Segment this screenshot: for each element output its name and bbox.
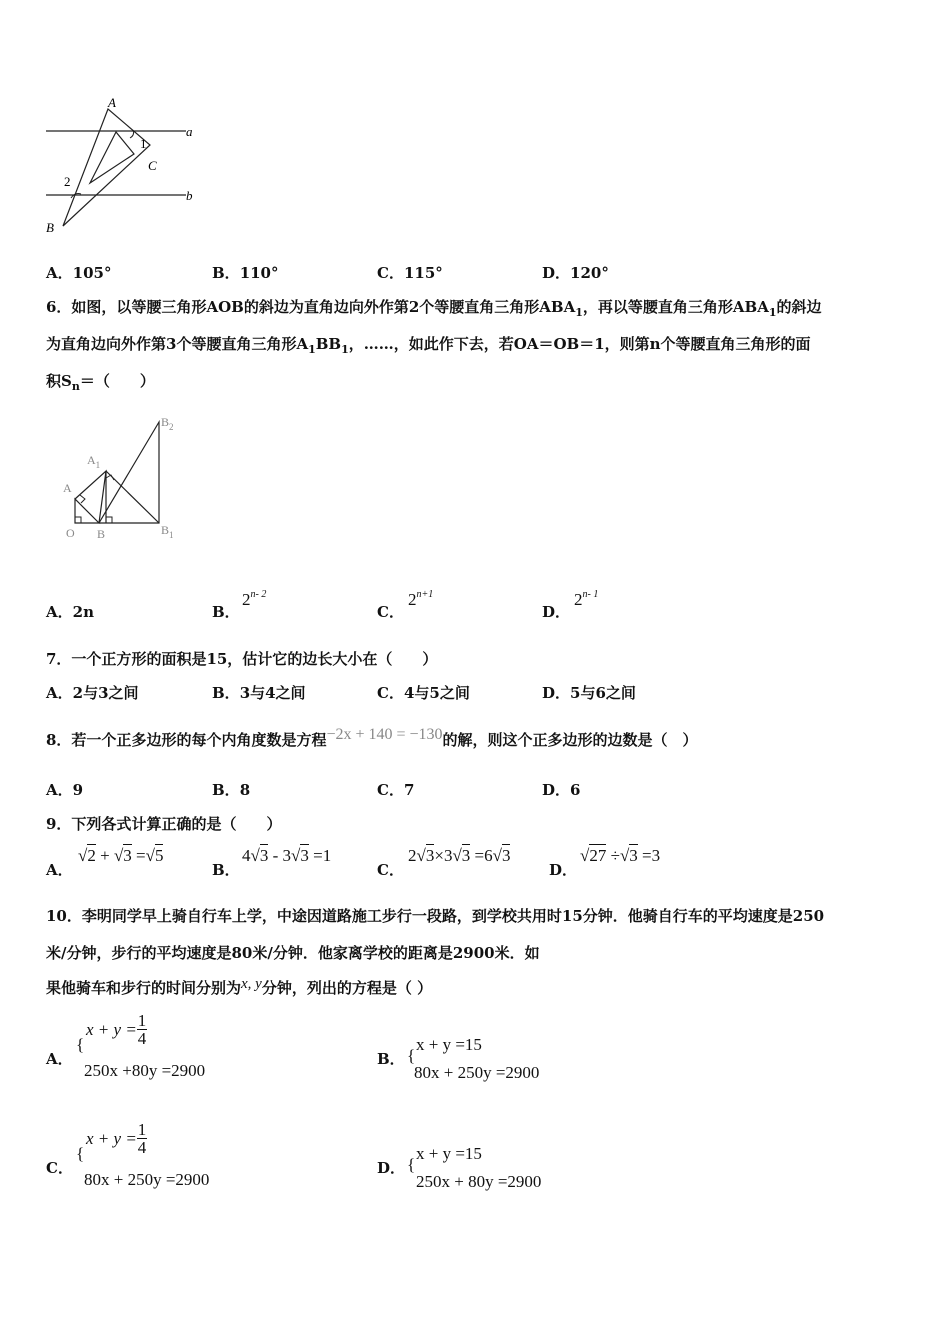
option-text: 9 — [72, 781, 84, 799]
q8-option-b[interactable] — [212, 779, 250, 800]
q6-option-c[interactable] — [377, 601, 404, 622]
q10-stem-line1: 10．李明同学早上骑自行车上学，中途因道路施工步行一段路，到学校共用时15分钟．他骑自行车的平均速度是250 — [46, 907, 825, 925]
option-key: A． — [46, 861, 73, 879]
option-text: 8 — [239, 781, 251, 799]
option-key: B． — [212, 684, 240, 702]
option-key: A． — [46, 1050, 73, 1068]
q9-option-c[interactable] — [377, 859, 404, 880]
option-key: D． — [549, 861, 578, 879]
q10-option-d[interactable] — [377, 1157, 405, 1178]
option-text: 105° — [72, 264, 112, 282]
q10-vars: x, y — [241, 976, 262, 992]
q6-label-B1: $B_1$ — [161, 523, 174, 540]
q9-option-d-expr: √27 ÷√3 =3 — [580, 846, 661, 865]
q9-option-b[interactable] — [212, 859, 240, 880]
option-key: D． — [377, 1159, 406, 1177]
option-key: B． — [377, 1050, 405, 1068]
q6-label-O: O — [66, 526, 75, 540]
q9-option-c-expr: 2√3×3√3 =6√3 — [408, 846, 511, 865]
q5-label-A: A — [108, 95, 116, 110]
q10-option-a-eq1: x + y = $\frac{1}{4}$ — [86, 1011, 147, 1048]
q10-option-b[interactable] — [377, 1048, 405, 1069]
q10-option-c-eq2: 80x + 250y =2900 — [84, 1170, 210, 1189]
q9-option-d[interactable] — [549, 859, 577, 880]
q5-label-b: b — [186, 188, 193, 203]
option-key: D． — [542, 603, 571, 621]
option-text: 5与6之间 — [570, 684, 636, 702]
q6-option-b-expr: 2$^{n- 2}$ — [242, 589, 267, 609]
q7-option-d[interactable] — [542, 682, 636, 703]
q9-option-b-expr: 4√3 - 3√3 =1 — [242, 846, 332, 865]
option-key: C． — [377, 861, 404, 879]
q5-option-c[interactable] — [377, 262, 443, 283]
option-text: 2n — [72, 603, 94, 621]
option-key: D． — [542, 684, 571, 702]
q7-option-c[interactable] — [377, 682, 470, 703]
option-text: 4与5之间 — [403, 684, 470, 702]
option-key: A． — [46, 684, 73, 702]
option-text: 6 — [570, 781, 581, 799]
q10-option-d-eq1: x + y =15 — [416, 1144, 482, 1163]
q9-option-a-expr: √2 + √3 =√5 — [78, 846, 164, 865]
q7-option-a[interactable] — [46, 682, 139, 703]
q7-stem: 7．一个正方形的面积是15，估计它的边长大小在（ ） — [46, 650, 438, 668]
brace-symbol: { — [76, 1035, 85, 1054]
brace-symbol: { — [407, 1046, 416, 1065]
q5-figure — [38, 92, 208, 242]
option-key: B． — [212, 781, 240, 799]
option-text: 115° — [403, 264, 443, 282]
q6-stem-line1: 6．如图，以等腰三角形AOB的斜边为直角边向外作第2个等腰直角三角形$ABA_1$，再以等腰直角三角形$ABA_1$的斜边 — [46, 298, 822, 319]
option-key: C． — [377, 781, 404, 799]
q6-figure — [60, 412, 190, 544]
q10-option-c[interactable] — [46, 1157, 73, 1178]
q5-label-1: 1 — [140, 136, 147, 151]
option-key: B． — [212, 861, 240, 879]
option-text: 110° — [239, 264, 279, 282]
q9-option-a[interactable] — [46, 859, 73, 880]
q6-option-b[interactable] — [212, 601, 240, 622]
q6-option-c-expr: $2^{n+1}$ — [408, 589, 434, 609]
q8-option-c[interactable] — [377, 779, 414, 800]
q5-option-d[interactable] — [542, 262, 609, 283]
q10-stem-line2: 米/分钟，步行的平均速度是80米/分钟．他家离学校的距离是2900米．如 — [46, 944, 540, 962]
q6-label-B: B — [97, 527, 106, 541]
q8-equation: −2x + 140 = −130 — [326, 726, 443, 743]
q10-option-b-eq1: x + y =15 — [416, 1035, 482, 1054]
q6-label-A1: $A_1$ — [87, 453, 101, 470]
q6-option-a[interactable] — [46, 601, 94, 622]
q8-option-d[interactable] — [542, 779, 580, 800]
q9-stem: 9．下列各式计算正确的是（ ） — [46, 815, 282, 833]
q5-option-b[interactable] — [212, 262, 279, 283]
q10-stem-line3: 果他骑车和步行的时间分别为x, y分钟，列出的方程是（ ） — [46, 976, 433, 997]
option-key: C． — [46, 1159, 73, 1177]
option-key: D． — [542, 264, 571, 282]
q6-option-d-expr: 2$^{n- 1}$ — [574, 589, 599, 609]
q5-label-C: C — [148, 158, 157, 173]
option-key: C． — [377, 684, 404, 702]
brace-symbol: { — [76, 1144, 85, 1163]
q5-label-B: B — [46, 220, 54, 235]
option-key: A． — [46, 603, 73, 621]
brace-symbol: { — [407, 1155, 416, 1174]
q10-option-b-eq2: 80x + 250y =2900 — [414, 1063, 540, 1082]
q6-stem-line2: 为直角边向外作第3个等腰直角三角形$A_1BB_1$，……，如此作下去，若OA＝OB＝1，则第n个等腰直角三角形的面 — [46, 335, 811, 356]
option-key: B． — [212, 264, 240, 282]
option-key: A． — [46, 781, 73, 799]
option-key: B． — [212, 603, 240, 621]
option-key: D． — [542, 781, 571, 799]
q10-option-a[interactable] — [46, 1048, 73, 1069]
q6-label-B2: $B_2$ — [161, 415, 174, 432]
option-key: A． — [46, 264, 73, 282]
q7-option-b[interactable] — [212, 682, 306, 703]
q10-option-d-eq2: 250x + 80y =2900 — [416, 1172, 542, 1191]
option-key: C． — [377, 264, 404, 282]
q6-option-d[interactable] — [542, 601, 570, 622]
q5-label-2: 2 — [64, 174, 71, 189]
option-text: 2与3之间 — [72, 684, 139, 702]
q8-option-a[interactable] — [46, 779, 83, 800]
q10-option-a-eq2: 250x +80y =2900 — [84, 1061, 206, 1080]
q8-stem: 8．若一个正多边形的每个内角度数是方程−2x + 140 = −130的解，则这个正多边形的边数是（ ） — [46, 726, 698, 749]
q6-label-A: A — [63, 481, 72, 495]
option-text: 7 — [403, 781, 415, 799]
q10-option-c-eq1: x + y = $\frac{1}{4}$ — [86, 1120, 147, 1157]
option-key: C． — [377, 603, 404, 621]
q6-stem-line3: 积$S_n=$（ ） — [46, 372, 155, 393]
option-text: 120° — [570, 264, 609, 282]
option-text: 3与4之间 — [239, 684, 306, 702]
q5-label-a: a — [186, 124, 193, 139]
q5-option-a[interactable] — [46, 262, 111, 283]
